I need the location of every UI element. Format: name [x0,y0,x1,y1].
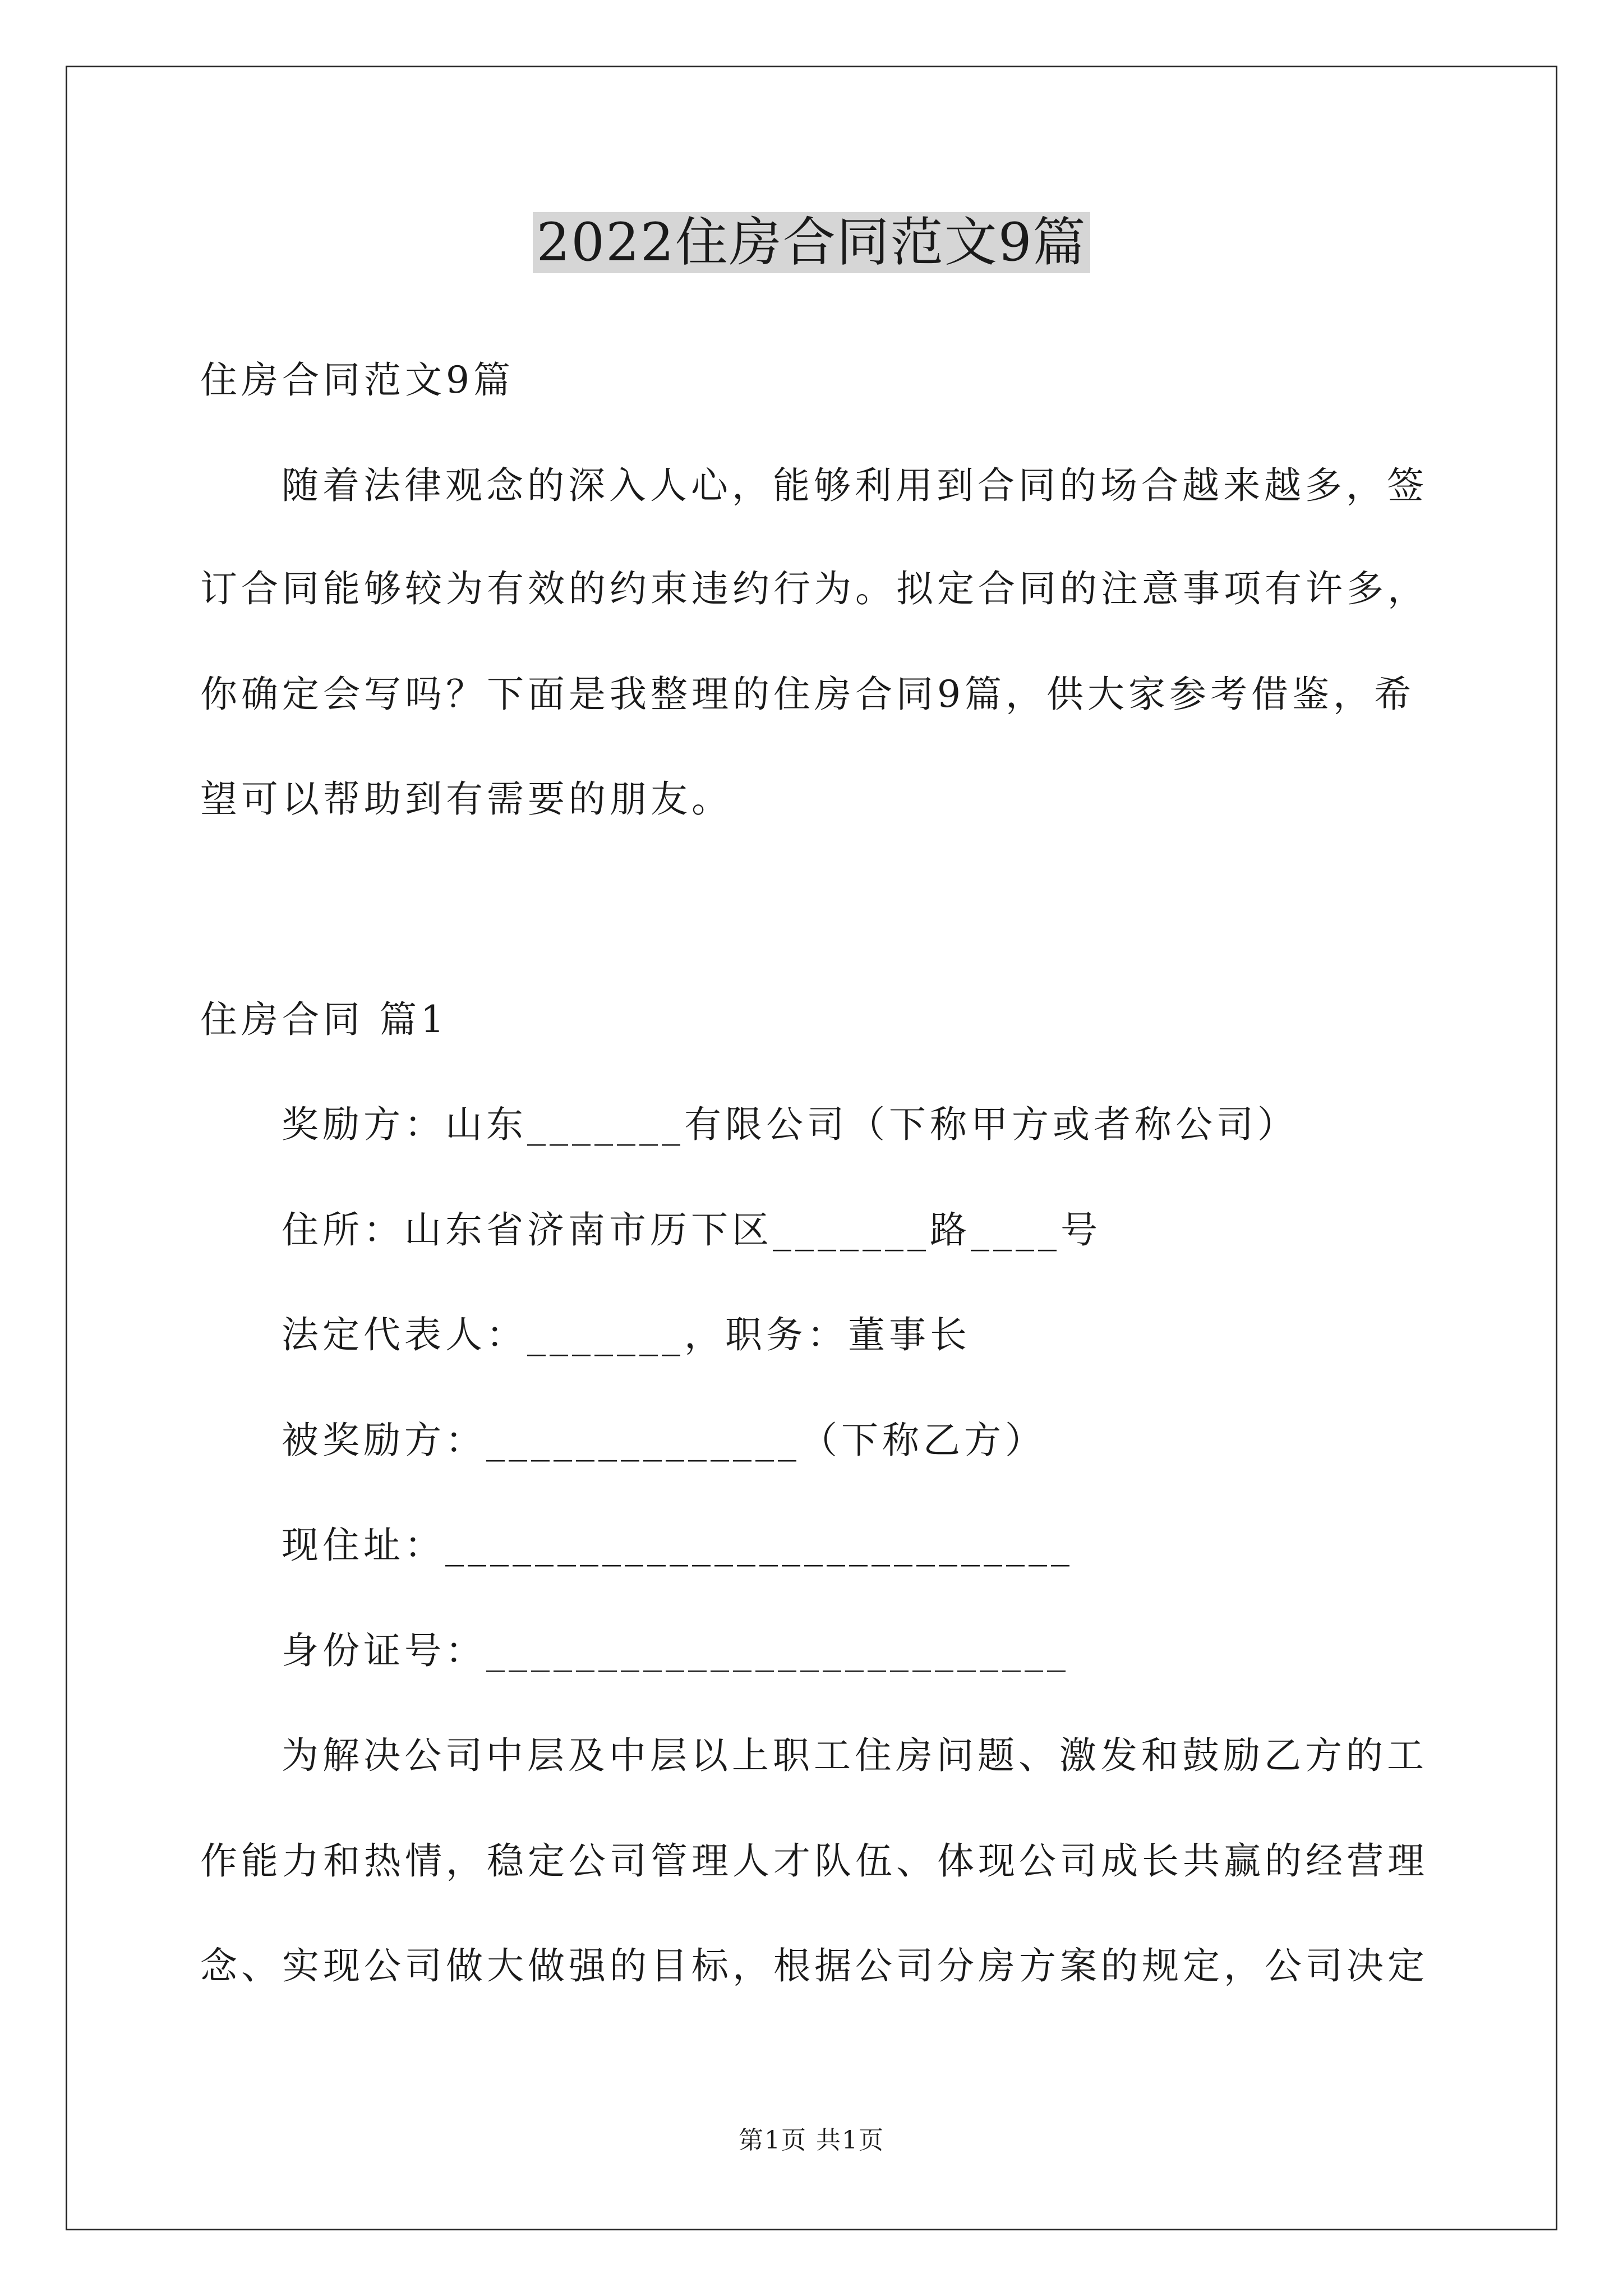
field-reward-party: 奖励方：山东_______有限公司（下称甲方或者称公司） [282,1103,1298,1146]
field-current-address: 现住址：____________________________ [282,1524,1073,1567]
intro-line-2: 订合同能够较为有效的约束违约行为。拟定合同的注意事项有许多， [200,567,1428,610]
body-line-2: 作能力和热情，稳定公司管理人才队伍、体现公司成长共赢的经营理 [200,1839,1428,1883]
page-footer: 第1页 共1页 [739,2126,884,2155]
field-legal-representative: 法定代表人：_______，职务：董事长 [282,1313,971,1356]
intro-line-3: 你确定会写吗？下面是我整理的住房合同9篇，供大家参考借鉴，希 [200,673,1415,716]
document-title-text: 2022住房合同范文9篇 [533,212,1090,273]
field-id-number: 身份证号：__________________________ [282,1629,1069,1672]
document-title [0,206,1623,279]
field-address: 住所：山东省济南市历下区_______路____号 [282,1208,1101,1251]
field-rewarded-party: 被奖励方：______________（下称乙方） [282,1419,1046,1462]
body-line-3: 念、实现公司做大做强的目标，根据公司分房方案的规定，公司决定 [200,1944,1428,1987]
document-subtitle: 住房合同范文9篇 [200,358,514,402]
section-heading: 住房合同 篇1 [200,998,448,1041]
intro-line-1: 随着法律观念的深入人心，能够利用到合同的场合越来越多，签 [282,464,1428,507]
intro-line-4: 望可以帮助到有需要的朋友。 [200,777,732,821]
body-line-1: 为解决公司中层及中层以上职工住房问题、激发和鼓励乙方的工 [282,1734,1428,1777]
